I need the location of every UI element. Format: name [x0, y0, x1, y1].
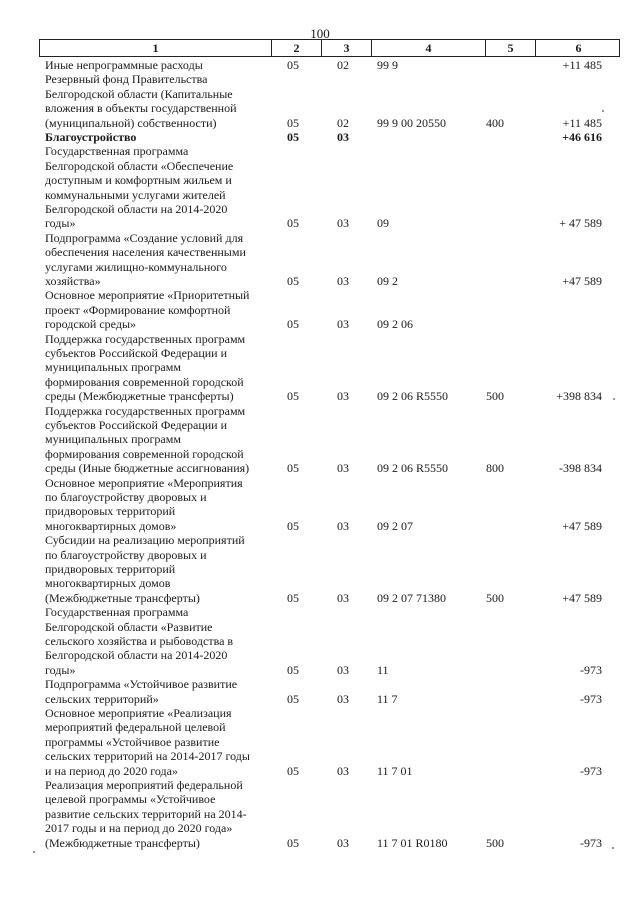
table-row: [0, 332, 640, 404]
amount-change: +11 485: [562, 58, 602, 72]
row-description: [45, 231, 266, 289]
row-description: [45, 778, 266, 850]
expense-type-code: 400: [486, 115, 504, 130]
description-line: целевой программы «Устойчивое: [45, 792, 216, 807]
table-row: [0, 677, 640, 706]
table-row: [0, 288, 640, 331]
target-article-code: 11 7 01: [377, 763, 413, 778]
description-line: Резервный фонд Правительства: [45, 72, 208, 87]
description-line: Белгородской области «Обеспечение: [45, 158, 234, 173]
section-code: 05: [287, 461, 299, 476]
header-col-1: 1: [40, 40, 272, 56]
description-line: многоквартирных домов»: [45, 518, 177, 533]
amount-change: -973: [580, 763, 602, 778]
expense-type-code: 500: [486, 835, 504, 850]
expense-type-code: 500: [486, 590, 504, 605]
row-description: [45, 533, 266, 605]
description-line: 2017 годы и на период до 2020 года»: [45, 821, 233, 836]
description-line: формирования современной городской: [45, 374, 244, 389]
subsection-code: 03: [337, 691, 349, 706]
amount-change: -973: [580, 662, 602, 677]
amount-change: -398 834: [559, 461, 602, 476]
description-line: Подпрограмма «Устойчивое развитие: [45, 677, 238, 692]
subsection-code: 03: [337, 129, 349, 144]
amount-change: +11 485: [562, 115, 602, 130]
row-description: [45, 144, 266, 230]
target-article-code: 99 9 00 20550: [377, 115, 446, 130]
subsection-code: 03: [337, 216, 349, 231]
table-row: [0, 706, 640, 778]
description-line: хозяйства»: [45, 273, 101, 288]
amount-change: -973: [580, 835, 602, 850]
row-description: [45, 677, 266, 706]
amount-change: +47 589: [562, 590, 602, 605]
description-line: коммунальными услугами жителей: [45, 187, 226, 202]
row-description: [45, 476, 266, 534]
section-code: 05: [287, 662, 299, 677]
header-col-3: 3: [322, 40, 372, 56]
description-line: по благоустройству дворовых и: [45, 489, 207, 504]
section-code: 05: [287, 590, 299, 605]
description-line: среды (Межбюджетные трансферты): [45, 389, 234, 404]
description-line: (муниципальной) собственности): [45, 115, 217, 130]
row-description: [45, 332, 266, 404]
target-article-code: 09 2 07 71380: [377, 590, 446, 605]
table-row: [0, 533, 640, 605]
section-code: 05: [287, 129, 299, 144]
table-row: [0, 476, 640, 534]
table-row: [0, 231, 640, 289]
subsection-code: 03: [337, 518, 349, 533]
target-article-code: 09: [377, 216, 389, 231]
row-description: [45, 404, 266, 476]
amount-change: +398 834: [556, 389, 602, 404]
amount-change: -973: [580, 691, 602, 706]
description-line: многоквартирных домов: [45, 576, 171, 591]
subsection-code: 02: [337, 58, 349, 72]
table-row: [0, 144, 640, 230]
subsection-code: 03: [337, 317, 349, 332]
subsection-code: 03: [337, 389, 349, 404]
description-line: Поддержка государственных программ: [45, 403, 246, 418]
scan-speck: [33, 851, 35, 853]
expense-type-code: 500: [486, 389, 504, 404]
table-row: [0, 404, 640, 476]
table-header: [39, 39, 620, 57]
description-line: обеспечения населения качественными: [45, 245, 246, 260]
description-line: мероприятий федеральной целевой: [45, 720, 226, 735]
header-col-5: 5: [486, 40, 536, 56]
description-line: придворовых территорий: [45, 504, 176, 519]
description-line: Основное мероприятие «Мероприятия: [45, 475, 243, 490]
table-row: [0, 778, 640, 850]
description-line: доступным и комфортным жильем и: [45, 173, 232, 188]
description-line: сельских территорий на 2014-2017 годы: [45, 749, 250, 764]
section-code: 05: [287, 691, 299, 706]
description-line: формирования современной городской: [45, 446, 244, 461]
row-description: [45, 130, 266, 144]
description-line: и на период до 2020 года»: [45, 763, 178, 778]
target-article-code: 09 2 06 R5550: [377, 461, 449, 476]
section-code: 05: [287, 115, 299, 130]
section-code: 05: [287, 216, 299, 231]
description-line: Благоустройство: [45, 129, 137, 144]
header-col-2: 2: [272, 40, 322, 56]
section-code: 05: [287, 518, 299, 533]
table-row: [0, 605, 640, 677]
subsection-code: 03: [337, 763, 349, 778]
target-article-code: 09 2: [377, 273, 398, 288]
description-line: субъектов Российской Федерации и: [45, 417, 228, 432]
description-line: Белгородской области на 2014-2020: [45, 648, 228, 663]
description-line: Подпрограмма «Создание условий для: [45, 230, 244, 245]
amount-change: +46 616: [562, 129, 602, 144]
description-line: Белгородской области «Развитие: [45, 619, 213, 634]
header-col-4: 4: [372, 40, 486, 56]
description-line: субъектов Российской Федерации и: [45, 345, 228, 360]
scan-speck: [602, 110, 604, 112]
description-line: Субсидии на реализацию мероприятий: [45, 533, 245, 548]
description-line: (Межбюджетные трансферты): [45, 835, 200, 850]
target-article-code: 09 2 06 R5550: [377, 389, 449, 404]
description-line: Основное мероприятие «Реализация: [45, 705, 232, 720]
scan-speck: [612, 847, 614, 849]
section-code: 05: [287, 763, 299, 778]
subsection-code: 03: [337, 662, 349, 677]
subsection-code: 02: [337, 115, 349, 130]
subsection-code: 03: [337, 273, 349, 288]
amount-change: +47 589: [562, 273, 602, 288]
table-row: [0, 72, 640, 130]
header-col-6: 6: [575, 41, 582, 55]
target-article-code: 09 2 06: [377, 317, 413, 332]
scan-speck: [613, 398, 615, 400]
section-code: 05: [287, 389, 299, 404]
description-line: вложения в объекты государственной: [45, 101, 237, 116]
description-line: городской среды»: [45, 317, 137, 332]
target-article-code: 11 7 01 R0180: [377, 835, 448, 850]
row-description: [45, 605, 266, 677]
description-line: проект «Формирование комфортной: [45, 302, 231, 317]
description-line: Белгородской области на 2014-2020: [45, 202, 228, 216]
row-description: [45, 72, 266, 130]
description-line: годы»: [45, 662, 76, 677]
amount-change: +47 589: [562, 518, 602, 533]
description-line: муниципальных программ: [45, 360, 181, 375]
description-line: муниципальных программ: [45, 432, 181, 447]
section-code: 05: [287, 273, 299, 288]
section-code: 05: [287, 58, 299, 72]
target-article-code: 99 9: [377, 58, 398, 72]
description-line: Поддержка государственных программ: [45, 331, 246, 346]
table-row: [0, 58, 640, 72]
description-line: годы»: [45, 216, 76, 231]
description-line: Реализация мероприятий федеральной: [45, 777, 243, 792]
description-line: программы «Устойчивое развитие: [45, 734, 220, 749]
row-description: [45, 706, 266, 778]
table-row: [0, 130, 640, 144]
subsection-code: 03: [337, 461, 349, 476]
description-line: Белгородской области (Капитальные: [45, 86, 233, 101]
section-code: 05: [287, 835, 299, 850]
subsection-code: 03: [337, 590, 349, 605]
table-body: [0, 58, 640, 850]
row-description: [45, 58, 266, 72]
description-line: придворовых территорий: [45, 561, 176, 576]
description-line: сельского хозяйства и рыбоводства в: [45, 633, 234, 648]
row-description: [45, 288, 266, 331]
description-line: по благоустройству дворовых и: [45, 547, 207, 562]
page-number: 100: [310, 26, 330, 41]
description-line: Государственная программа: [45, 605, 189, 620]
description-line: сельских территорий»: [45, 691, 159, 706]
target-article-code: 11 7: [377, 691, 398, 706]
amount-change: + 47 589: [559, 216, 602, 231]
description-line: Основное мероприятие «Приоритетный: [45, 288, 250, 303]
description-line: (Межбюджетные трансферты): [45, 590, 200, 605]
description-line: услугами жилищно-коммунального: [45, 259, 227, 274]
description-line: развитие сельских территорий на 2014-: [45, 806, 247, 821]
section-code: 05: [287, 317, 299, 332]
subsection-code: 03: [337, 835, 349, 850]
description-line: среды (Иные бюджетные ассигнования): [45, 461, 250, 476]
expense-type-code: 800: [486, 461, 504, 476]
description-line: Государственная программа: [45, 144, 189, 159]
description-line: Иные непрограммные расходы: [45, 58, 203, 72]
target-article-code: 11: [377, 662, 389, 677]
target-article-code: 09 2 07: [377, 518, 413, 533]
